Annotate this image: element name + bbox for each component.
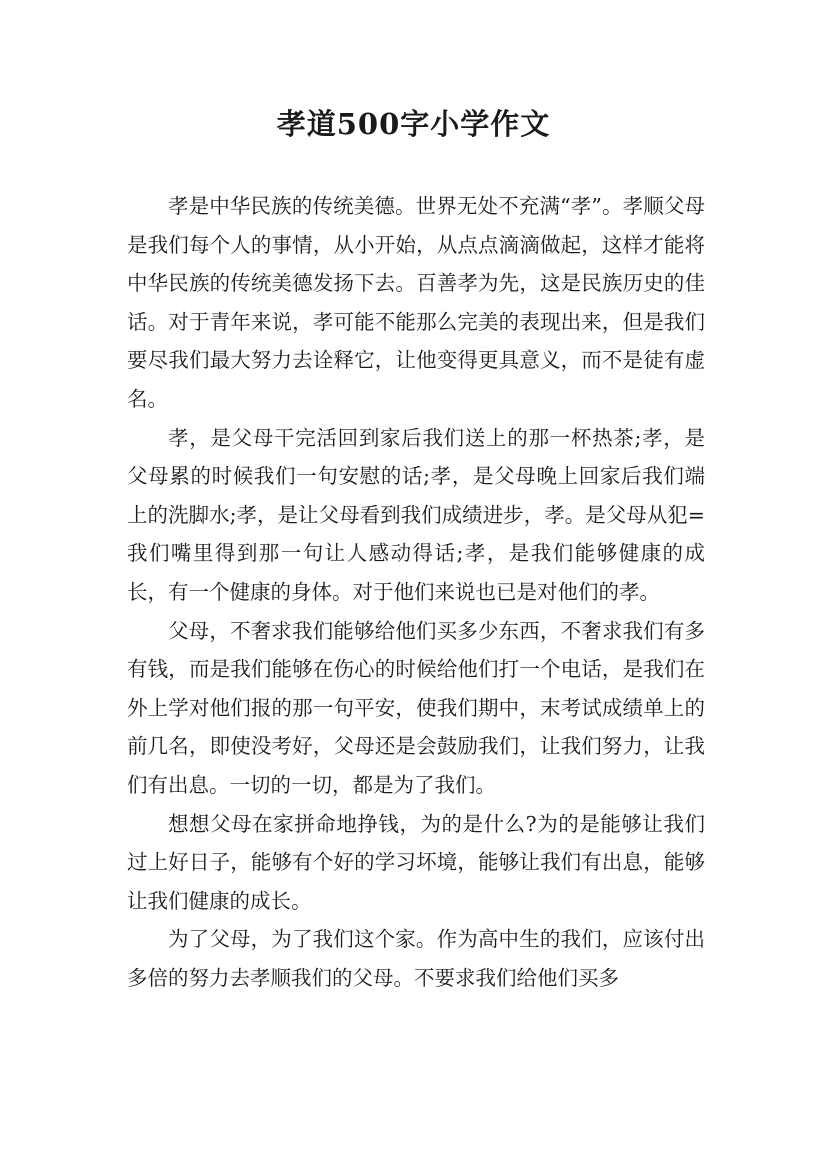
paragraph-4: 想想父母在家拼命地挣钱，为的是什么?为的是能够让我们过上好日子，能够有个好的学习坏境，能够让我们有出息，能够让我们健康的成长。 [127,811,705,913]
paragraph-2: 孝，是父母干完活回到家后我们送上的那一杯热茶;孝，是父母累的时候我们一句安慰的话;孝，是父母晚上回家后我们端上的洗脚水;孝，是让父母看到我们成绩进步，孝。是父母从犯=我们嘴里得到那一句让人感动得话;孝，是我们能够健康的成长，有一个健康的身体。对于他们来说也已是对他们的孝。 [127,425,705,604]
paragraph-5: 为了父母，为了我们这个家。作为高中生的我们，应该付出多倍的努力去孝顺我们的父母。不要求我们给他们买多 [127,927,705,990]
document-title: 孝道500字小学作文 [276,107,551,141]
paragraph-3: 父母，不奢求我们能够给他们买多少东西，不奢求我们有多有钱，而是我们能够在伤心的时候给他们打一个电话，是我们在外上学对他们报的那一句平安，使我们期中，末考试成绩单上的前几名，即使没考好，父母还是会鼓励我们，让我们努力，让我们有出息。一切的一切，都是为了我们。 [127,618,705,797]
paragraph-1: 孝是中华民族的传统美德。世界无处不充满“孝”。孝顺父母是我们每个人的事情，从小开始，从点点滴滴做起，这样才能将中华民族的传统美德发扬下去。百善孝为先，这是民族历史的佳话。对于青年来说，孝可能不能那么完美的表现出来，但是我们要尽我们最大努力去诠释它，让他变得更具意义，而不是徒有虚名。 [127,194,705,411]
document-body [127,187,705,997]
